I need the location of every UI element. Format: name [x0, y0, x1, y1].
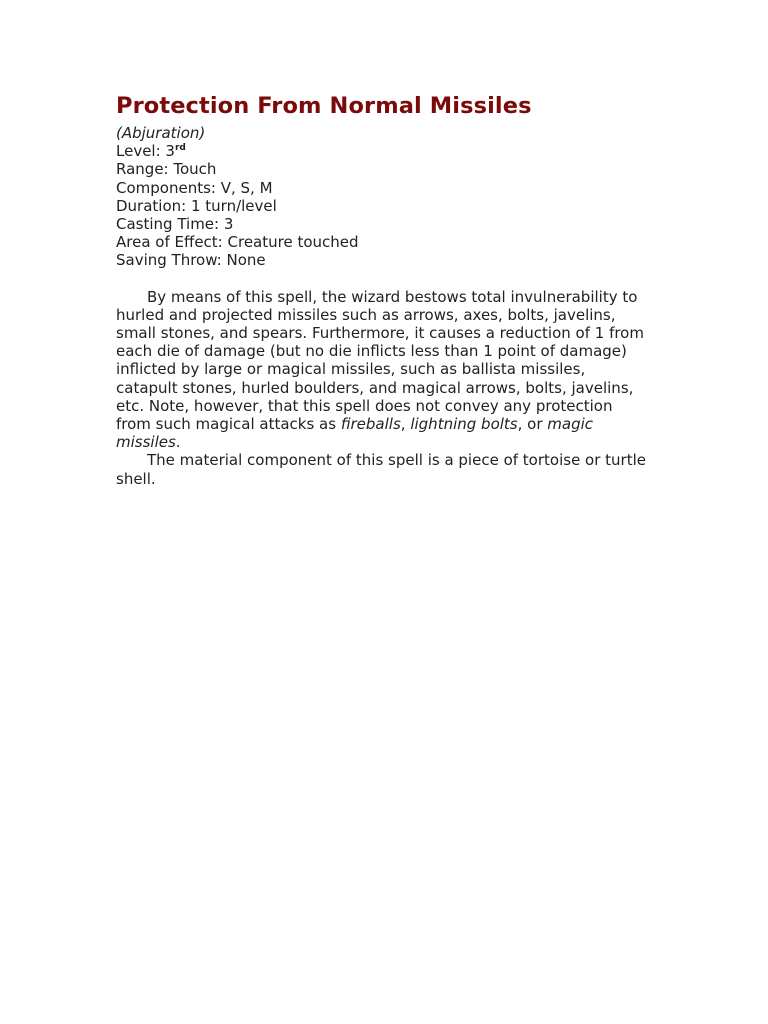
spell-components: Components: V, S, M	[116, 178, 273, 197]
description-p1-end: .	[175, 433, 181, 452]
section-spacer	[116, 270, 656, 288]
spell-level-label: Level: 3	[116, 142, 175, 161]
spell-range: Range: Touch	[116, 160, 217, 179]
description-em-magic-missiles: magic missiles	[116, 415, 594, 452]
spell-area-of-effect: Area of Effect: Creature touched	[116, 233, 359, 252]
description-em-lightning-bolts: lightning bolts	[410, 415, 518, 434]
spell-saving-throw: Saving Throw: None	[116, 251, 266, 270]
description-p1-sep1: ,	[400, 415, 411, 434]
spell-level	[116, 142, 656, 160]
spell-school: (Abjuration)	[116, 124, 206, 142]
spell-duration: Duration: 1 turn/level	[116, 196, 277, 215]
description-paragraph-2: The material component of this spell is a piece of tortoise or turtle shell.	[116, 451, 647, 488]
description-em-fireballs: fireballs	[340, 415, 401, 434]
description-paragraph-1	[116, 288, 651, 452]
spell-document	[116, 92, 656, 488]
description-p1-text: By means of this spell, the wizard bestows total invulnerability to hurled and projected missiles such as arrows, axes, bolts, javelins, small stones, and spears. Furthermore, it causes a reduction of 1 from each die of damage (but no die inflicts less than 1 point of damage) inflicted by large or magical missiles, such as ballista missiles, catapult stones, hurled boulders, and magical arrows, bolts, javelins, etc. Note, however, that this spell does not convey any protection from such magical attacks as	[116, 287, 644, 434]
spell-casting-time: Casting Time: 3	[116, 215, 234, 234]
description-p1-sep2: , or	[517, 415, 548, 434]
spell-level-suffix: rd	[174, 143, 186, 154]
spell-title: Protection From Normal Missiles	[116, 93, 532, 119]
